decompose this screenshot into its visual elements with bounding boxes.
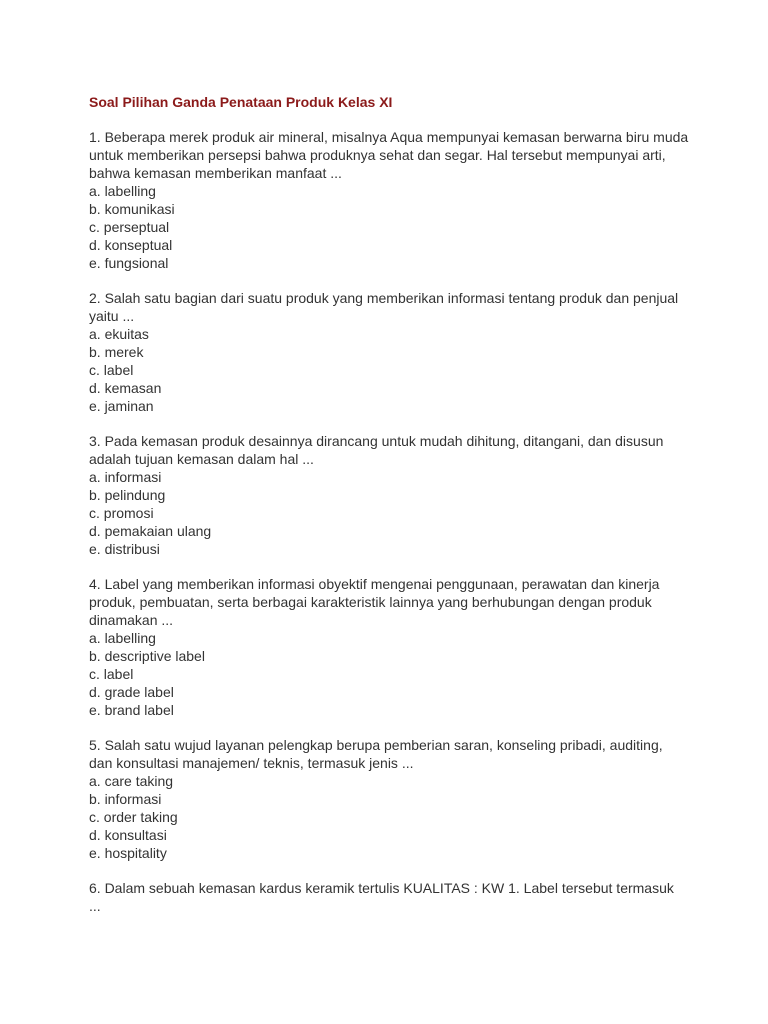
question-text: 5. Salah satu wujud layanan pelengkap berupa pemberian saran, konseling pribadi, auditing, dan konsultasi manajemen/ teknis, termasuk jenis ... (89, 737, 663, 771)
option-c: c. perseptual (89, 219, 170, 235)
option-e: e. brand label (89, 702, 174, 718)
document-title: Soal Pilihan Ganda Penataan Produk Kelas XI (89, 94, 393, 110)
option-e: e. jaminan (89, 398, 154, 414)
option-c: c. label (89, 666, 134, 682)
option-d: d. grade label (89, 684, 174, 700)
question-text: 6. Dalam sebuah kemasan kardus keramik tertulis KUALITAS : KW 1. Label tersebut termasuk ... (89, 880, 674, 914)
option-e: e. hospitality (89, 845, 167, 861)
question-1 (89, 128, 689, 272)
option-d: d. konseptual (89, 237, 173, 253)
question-3 (89, 432, 689, 558)
option-b: b. informasi (89, 791, 162, 807)
option-a: a. informasi (89, 469, 162, 485)
option-c: c. promosi (89, 505, 154, 521)
option-b: b. pelindung (89, 487, 166, 503)
question-text: 2. Salah satu bagian dari suatu produk yang memberikan informasi tentang produk dan penjual yaitu ... (89, 290, 679, 324)
option-a: a. ekuitas (89, 326, 149, 342)
question-text: 3. Pada kemasan produk desainnya dirancang untuk mudah dihitung, ditangani, dan disusun adalah tujuan kemasan dalam hal ... (89, 433, 664, 467)
option-e: e. distribusi (89, 541, 160, 557)
option-d: d. kemasan (89, 380, 162, 396)
option-c: c. label (89, 362, 134, 378)
question-text: 1. Beberapa merek produk air mineral, misalnya Aqua mempunyai kemasan berwarna biru muda untuk memberikan persepsi bahwa produknya sehat dan segar. Hal tersebut mempunyai arti, bahwa kemasan memberikan manfaat ... (89, 129, 689, 181)
option-b: b. descriptive label (89, 648, 205, 664)
option-e: e. fungsional (89, 255, 169, 271)
document-page (89, 93, 689, 932)
question-5 (89, 736, 689, 862)
question-6 (89, 879, 689, 915)
option-b: b. komunikasi (89, 201, 175, 217)
option-d: d. pemakaian ulang (89, 523, 212, 539)
question-4 (89, 575, 689, 719)
question-text: 4. Label yang memberikan informasi obyektif mengenai penggunaan, perawatan dan kinerja produk, pembuatan, serta berbagai karakteristik lainnya yang berhubungan dengan produk dinamakan ... (89, 576, 660, 628)
option-b: b. merek (89, 344, 144, 360)
option-a: a. labelling (89, 630, 156, 646)
option-a: a. care taking (89, 773, 174, 789)
option-d: d. konsultasi (89, 827, 167, 843)
question-2 (89, 289, 689, 415)
option-a: a. labelling (89, 183, 156, 199)
option-c: c. order taking (89, 809, 178, 825)
